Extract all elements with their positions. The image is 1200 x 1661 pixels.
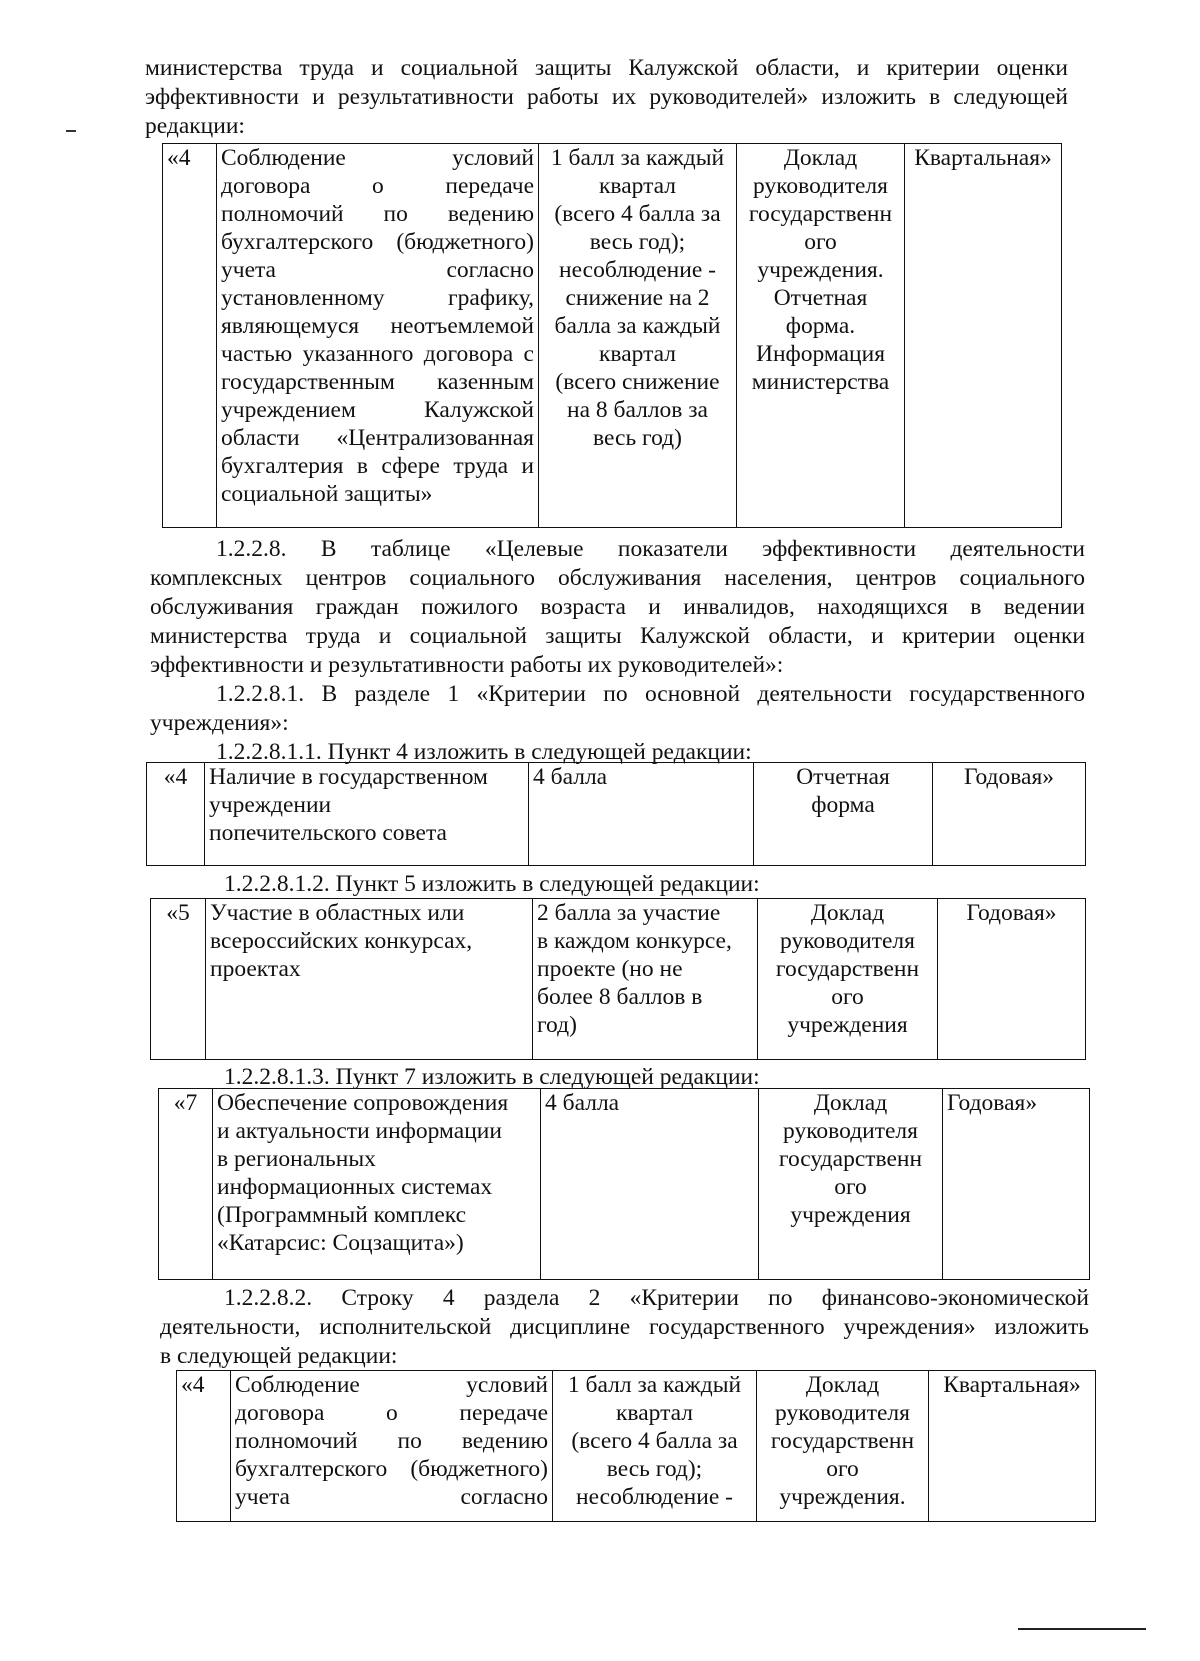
para-122812: 1.2.2.8.1.2. Пункт 5 изложить в следующей редакции:	[224, 871, 760, 897]
intro-line-3: редакции:	[145, 113, 245, 139]
score-cell: 1 балл за каждый квартал (всего 4 балла за весь год); несоблюдение - снижение на 2 балла за каждый квартал (всего снижение на 8 баллов за весь год)	[539, 144, 737, 528]
table-row-7-info-systems	[158, 1088, 1090, 1280]
para-1228-line-3: обслуживания граждан пожилого возраста и инвалидов, находящихся в ведении	[150, 594, 1085, 620]
intro-line-2: эффективности и результативности работы их руководителей» изложить в следующей	[145, 84, 1068, 110]
table-row-4-accounting	[162, 143, 1062, 528]
row-number: «7	[159, 1089, 213, 1280]
para-1228-line-1: 1.2.2.8. В таблице «Целевые показатели эффективности деятельности	[216, 536, 1085, 562]
source-cell: Доклад руководителя государственн ого учреждения	[758, 899, 938, 1060]
para-1228-line-4: министерства труда и социальной защиты Калужской области, и критерии оценки	[150, 623, 1085, 649]
para-12282-line-1: 1.2.2.8.2. Строку 4 раздела 2 «Критерии по финансово-экономической	[224, 1285, 1089, 1311]
criterion-cell: Участие в областных или всероссийских конкурсах, проектах	[206, 899, 533, 1060]
row-number: «4	[177, 1371, 231, 1522]
score-cell: 2 балла за участие в каждом конкурсе, проекте (но не более 8 баллов в год)	[533, 899, 758, 1060]
source-cell: Доклад руководителя государственн ого учреждения. Отчетная форма. Информация министерства	[737, 144, 905, 528]
source-cell: Отчетная форма	[754, 763, 933, 866]
period-cell: Годовая»	[933, 763, 1086, 866]
row-number: «4	[147, 763, 205, 866]
criterion-cell: Наличие в государственном учреждении попечительского совета	[205, 763, 529, 866]
para-122811: 1.2.2.8.1.1. Пункт 4 изложить в следующей редакции:	[216, 739, 752, 765]
para-12282-line-2: деятельности, исполнительской дисциплине государственного учреждения» изложить	[160, 1314, 1089, 1340]
score-cell: 4 балла	[541, 1089, 759, 1280]
period-cell: Годовая»	[943, 1089, 1090, 1280]
table-row-4-accounting-section-2	[176, 1370, 1096, 1522]
period-cell: Годовая»	[938, 899, 1086, 1060]
footer-rule	[1018, 1628, 1146, 1630]
period-cell: Квартальная»	[929, 1371, 1096, 1522]
criterion-cell: Соблюдение условий договора о передаче полномочий по ведению бухгалтерского (бюджетного) учета согласно	[231, 1371, 553, 1522]
para-12282-line-3: в следующей редакции:	[160, 1343, 398, 1369]
para-122813: 1.2.2.8.1.3. Пункт 7 изложить в следующей редакции:	[224, 1064, 760, 1090]
para-12281-line-2: учреждения»:	[150, 710, 289, 736]
table-row-5-contests	[150, 898, 1086, 1060]
para-1228-line-5: эффективности и результативности работы их руководителей»:	[150, 652, 784, 678]
table-row-4-council	[146, 762, 1086, 866]
criterion-cell: Соблюдение условий договора о передаче полномочий по ведению бухгалтерского (бюджетного) учета согласно установленному графику, являющемуся неотъемлемой частью указанного договора с государственным казенным учреждением Калужской области «Централизованная бухгалтерия в сфере труда и социальной защиты»	[217, 144, 539, 528]
period-cell: Квартальная»	[905, 144, 1062, 528]
score-cell: 4 балла	[529, 763, 754, 866]
row-number: «4	[163, 144, 217, 528]
source-cell: Доклад руководителя государственн ого учреждения	[759, 1089, 943, 1280]
score-cell: 1 балл за каждый квартал (всего 4 балла за весь год); несоблюдение -	[553, 1371, 757, 1522]
source-cell: Доклад руководителя государственн ого учреждения.	[757, 1371, 929, 1522]
para-1228-line-2: комплексных центров социального обслуживания населения, центров социального	[150, 565, 1085, 591]
margin-mark	[66, 130, 76, 132]
intro-line-1: министерства труда и социальной защиты Калужской области, и критерии оценки	[145, 55, 1068, 81]
criterion-cell: Обеспечение сопровождения и актуальности информации в региональных информационных системах (Программный комплекс «Катарсис: Соцзащита»)	[213, 1089, 541, 1280]
row-number: «5	[151, 899, 206, 1060]
para-12281-line-1: 1.2.2.8.1. В разделе 1 «Критерии по основной деятельности государственного	[216, 681, 1085, 707]
